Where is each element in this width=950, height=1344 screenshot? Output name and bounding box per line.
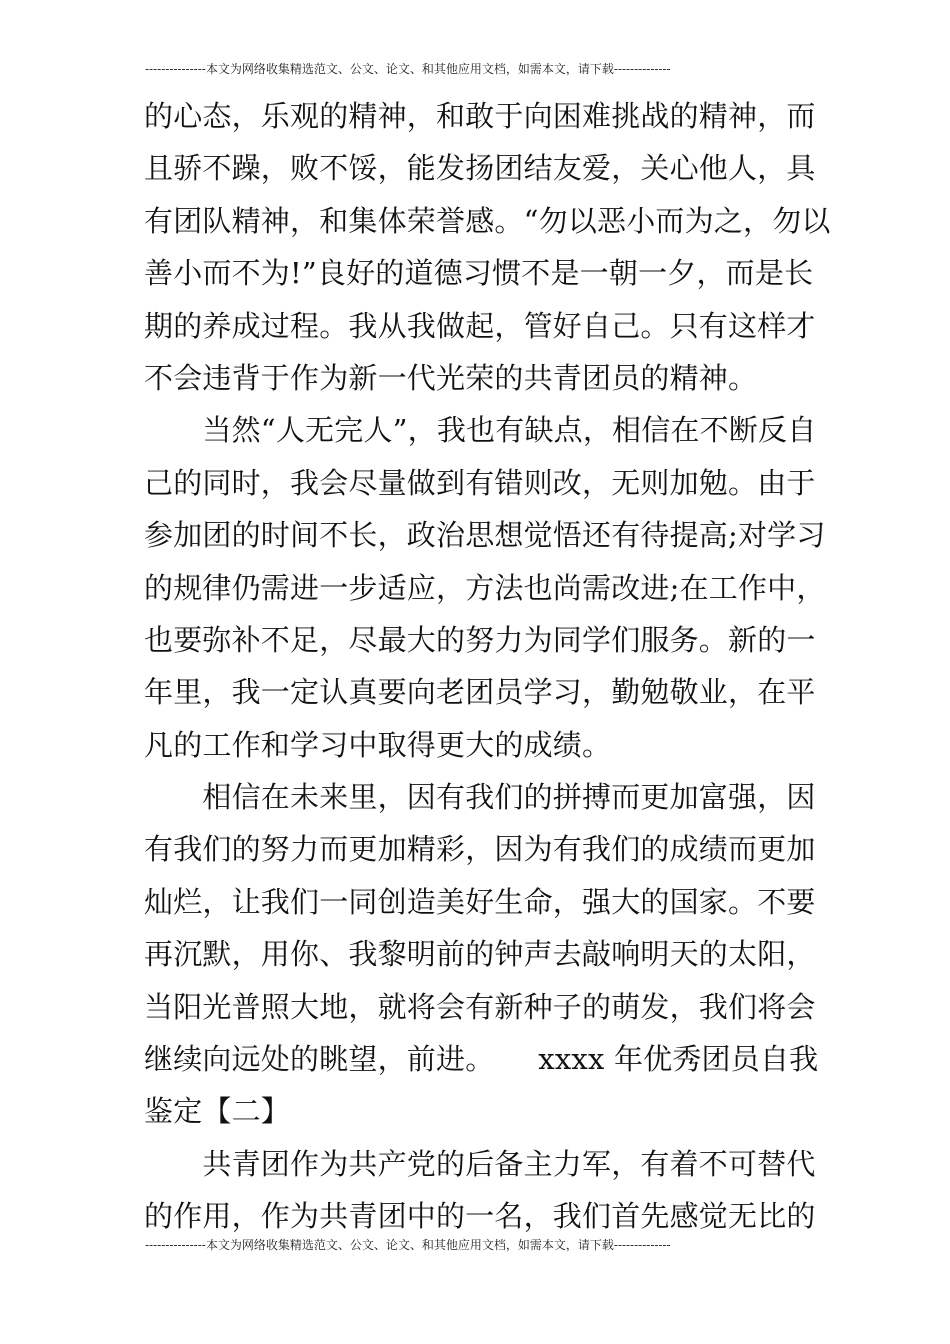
text-line: 当然“人无完人”，我也有缺点，相信在不断反自 <box>144 413 817 448</box>
text-line: 再沉默，用你、我黎明前的钟声去敲响明天的太阳， <box>144 937 816 972</box>
text-line: 不会违背于作为新一代光荣的共青团员的精神。 <box>144 360 758 395</box>
text-line: 己的同时，我会尽量做到有错则改，无则加勉。由于 <box>144 465 816 500</box>
text-line: 期的养成过程。我从我做起，管好自己。只有这样才 <box>144 308 816 343</box>
text-line: 继续向远处的眺望，前进。 xxxx 年优秀团员自我 <box>144 1042 819 1077</box>
text-line: 共青团作为共产党的后备主力军，有着不可替代 <box>144 1146 816 1181</box>
text-line: 年里，我一定认真要向老团员学习，勤勉敬业，在平 <box>144 675 816 710</box>
text-line: 参加团的时间不长，政治思想觉悟还有待提高;对学习 <box>144 518 826 553</box>
text-line: 善小而不为!”良好的道德习惯不是一朝一夕，而是长 <box>144 256 814 291</box>
text-line: 灿烂，让我们一同创造美好生命，强大的国家。不要 <box>144 884 816 919</box>
text-line: 的心态，乐观的精神，和敢于向困难挑战的精神，而 <box>144 99 816 133</box>
text-line: 也要弥补不足，尽最大的努力为同学们服务。新的一 <box>144 622 816 657</box>
text-line: 有我们的努力而更加精彩，因为有我们的成绩而更加 <box>144 832 816 867</box>
header-note: ---------------本文为网络收集精选范文、公文、论文、和其他应用文档，如需本文，请下载-------------- <box>145 62 671 76</box>
section-heading: 鉴定【二】 <box>144 1094 291 1129</box>
text-line: 且骄不躁，败不馁，能发扬团结友爱，关心他人，具 <box>144 151 816 186</box>
text-line: 的作用，作为共青团中的一名，我们首先感觉无比的 <box>144 1199 816 1234</box>
text-line: 凡的工作和学习中取得更大的成绩。 <box>144 727 612 762</box>
footer-note: ---------------本文为网络收集精选范文、公文、论文、和其他应用文档，如需本文，请下载-------------- <box>145 1238 671 1252</box>
text-line: 的规律仍需进一步适应，方法也尚需改进;在工作中， <box>144 570 826 605</box>
text-line: 有团队精神，和集体荣誉感。“勿以恶小而为之，勿以 <box>144 203 831 238</box>
document-body <box>144 90 831 1243</box>
text-line: 相信在未来里，因有我们的拼搏而更加富强，因 <box>144 780 816 815</box>
text-line: 当阳光普照大地，就将会有新种子的萌发，我们将会 <box>144 989 816 1024</box>
